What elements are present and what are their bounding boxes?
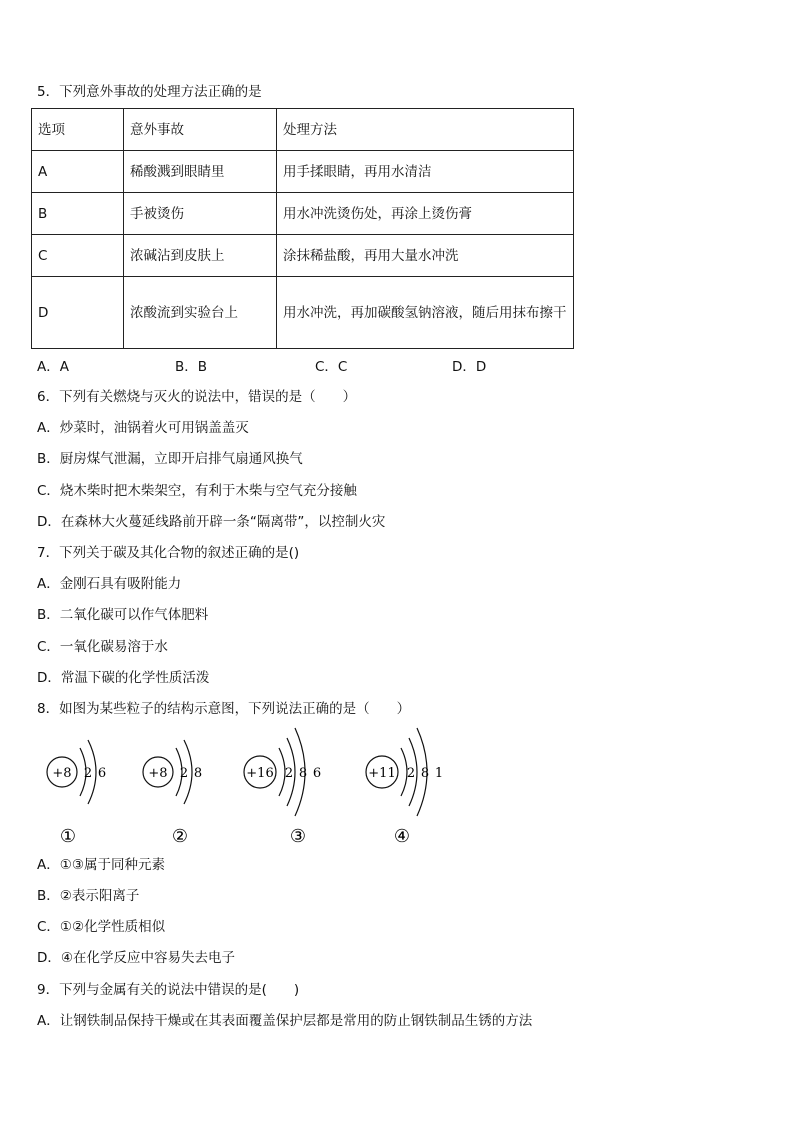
question-6-stem: 6．下列有关燃烧与灭火的说法中，错误的是（ ） [37, 389, 357, 405]
nucleus-charge: +16 [246, 766, 274, 781]
option-d[interactable]: D．常温下碳的化学性质活泼 [37, 670, 210, 686]
option-a[interactable]: A．金刚石具有吸附能力 [37, 576, 182, 592]
particle-label: ④ [393, 826, 411, 847]
question-5-stem: 5．下列意外事故的处理方法正确的是 [37, 84, 262, 100]
table-header-row [32, 109, 574, 151]
nucleus-charge: +8 [52, 766, 72, 781]
table-cell: A [32, 151, 124, 193]
question-9-stem: 9．下列与金属有关的说法中错误的是( ) [37, 982, 300, 998]
nucleus-charge: +8 [148, 766, 168, 781]
table-cell: 手被烫伤 [124, 193, 277, 235]
option-a[interactable]: A．炒菜时，油锅着火可用锅盖盖灭 [37, 420, 249, 436]
option-b[interactable]: B．②表示阳离子 [37, 888, 140, 904]
option-b[interactable]: B．B [175, 359, 208, 375]
particle-label: ③ [289, 826, 307, 847]
table-header-cell: 意外事故 [124, 109, 277, 151]
table-row [32, 193, 574, 235]
table-row [32, 277, 574, 349]
table-cell: 用水冲洗，再加碳酸氢钠溶液，随后用抹布擦干 [277, 277, 574, 349]
accident-handling-table [31, 108, 574, 349]
shell-electrons: 6 [312, 766, 322, 781]
option-d[interactable]: D．在森林大火蔓延线路前开辟一条“隔离带”，以控制火灾 [37, 514, 386, 530]
particle-label: ② [171, 826, 189, 847]
option-a[interactable]: A．A [37, 359, 69, 375]
shell-electrons: 2 [284, 766, 294, 781]
option-b[interactable]: B．厨房煤气泄漏，立即开启排气扇通风换气 [37, 451, 303, 467]
option-c[interactable]: C．①②化学性质相似 [37, 919, 166, 935]
shell-electrons: 8 [298, 766, 308, 781]
table-cell: D [32, 277, 124, 349]
question-8-stem: 8．如图为某些粒子的结构示意图，下列说法正确的是（ ） [37, 701, 411, 717]
shell-electrons: 6 [97, 766, 107, 781]
question-5-options [37, 357, 557, 377]
table-header-cell: 处理方法 [277, 109, 574, 151]
atomic-structure-diagrams [30, 722, 460, 850]
option-d[interactable]: D．④在化学反应中容易失去电子 [37, 950, 235, 966]
nucleus-charge: +11 [368, 766, 396, 781]
table-cell: 用手揉眼睛，再用水清洁 [277, 151, 574, 193]
table-cell: B [32, 193, 124, 235]
shell-electrons: 2 [83, 766, 93, 781]
shell-electrons: 2 [406, 766, 416, 781]
table-header-cell: 选项 [32, 109, 124, 151]
table-row [32, 235, 574, 277]
option-d[interactable]: D．D [452, 359, 487, 375]
table-cell: 用水冲洗烫伤处，再涂上烫伤膏 [277, 193, 574, 235]
shell-electrons: 1 [434, 766, 444, 781]
option-c[interactable]: C．C [315, 359, 348, 375]
option-a[interactable]: A．让钢铁制品保持干燥或在其表面覆盖保护层都是常用的防止钢铁制品生锈的方法 [37, 1013, 533, 1029]
table-row [32, 151, 574, 193]
table-cell: 浓酸流到实验台上 [124, 277, 277, 349]
table-cell: 浓碱沾到皮肤上 [124, 235, 277, 277]
option-c[interactable]: C．烧木柴时把木柴架空，有利于木柴与空气充分接触 [37, 483, 357, 499]
table-cell: C [32, 235, 124, 277]
table-cell: 稀酸溅到眼睛里 [124, 151, 277, 193]
shell-electrons: 8 [420, 766, 430, 781]
shell-electrons: 2 [179, 766, 189, 781]
option-a[interactable]: A．①③属于同种元素 [37, 857, 165, 873]
table-cell: 涂抹稀盐酸，再用大量水冲洗 [277, 235, 574, 277]
option-b[interactable]: B．二氧化碳可以作气体肥料 [37, 607, 209, 623]
question-7-stem: 7．下列关于碳及其化合物的叙述正确的是() [37, 545, 300, 561]
option-c[interactable]: C．一氧化碳易溶于水 [37, 639, 168, 655]
particle-label: ① [59, 826, 77, 847]
shell-electrons: 8 [193, 766, 203, 781]
